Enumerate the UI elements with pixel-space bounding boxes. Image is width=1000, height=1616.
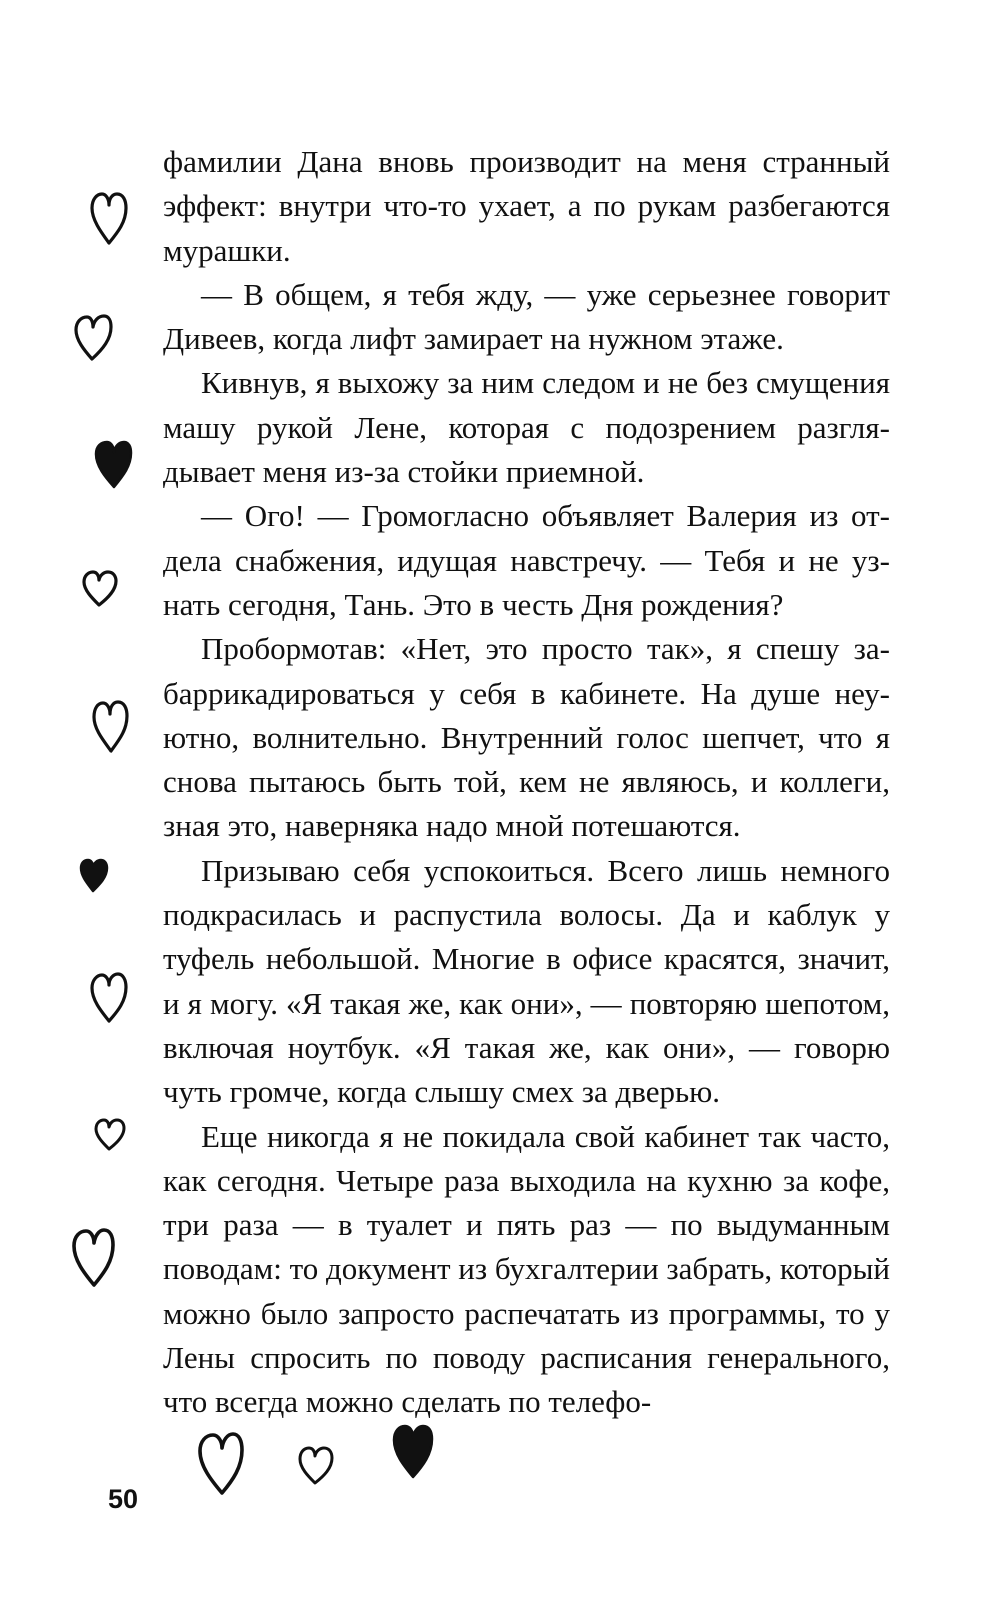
page-number: 50 <box>108 1484 139 1514</box>
heart-icon <box>92 1116 128 1152</box>
heart-icon <box>88 190 130 246</box>
heart-icon <box>390 1422 436 1480</box>
heart-icon <box>92 438 134 490</box>
paragraph: Призываю себя успокоиться. Всего лишь немного подкрасилась и распустила волосы. Да и каблук у туфель небольшой. Многие в офисе красятся, значит, и я могу. «Я такая же, как они», — повторяю шепотом, включая ноутбук. «Я такая же, как они», — говорю чуть громче, когда слышу смех за дверью. <box>163 852 890 1110</box>
heart-icon <box>296 1444 336 1486</box>
paragraph: Еще никогда я не покидала свой кабинет так часто, как сегодня. Четыре раза выходила на кухню за кофе, три раза — в туалет и пять раз — по выдуманным поводам: то документ из бухгалтерии забрать, который можно было запросто распечатать из программы, то у Лены спросить по поводу расписания генерального, что всегда можно сделать по телефо- <box>163 1118 890 1420</box>
paragraph: фамилии Дана вновь производит на меня странный эффект: внутри что-то ухает, а по рукам разбегаются мурашки. <box>163 144 890 268</box>
heart-icon <box>196 1430 246 1496</box>
heart-icon <box>90 698 130 754</box>
heart-icon <box>72 312 114 362</box>
heart-icon <box>70 1226 116 1288</box>
paragraph: Пробормотав: «Нет, это просто так», я спешу забаррикадироваться у себя в кабинете. На душе неуютно, волнительно. Внутренний голос шепчет, что я снова пытаюсь быть той, кем не являюсь, и коллеги, зная это, наверняка надо мной потешаются. <box>163 631 890 844</box>
paragraph: Кивнув, я выхожу за ним следом и не без смущения машу рукой Лене, которая с подозрением разглядывает меня из-за стойки приемной. <box>163 365 890 490</box>
paragraph: — Ого! — Громогласно объявляет Валерия из отдела снабжения, идущая навстречу. — Тебя и не узнать сегодня, Тань. Это в честь Дня рождения? <box>163 498 890 622</box>
heart-icon <box>78 856 110 894</box>
paragraph: — В общем, я тебя жду, — уже серьезнее говорит Дивеев, когда лифт замирает на нужном этаже. <box>163 276 890 357</box>
page-text <box>163 140 890 1425</box>
heart-icon <box>80 568 120 608</box>
heart-icon <box>88 970 130 1024</box>
